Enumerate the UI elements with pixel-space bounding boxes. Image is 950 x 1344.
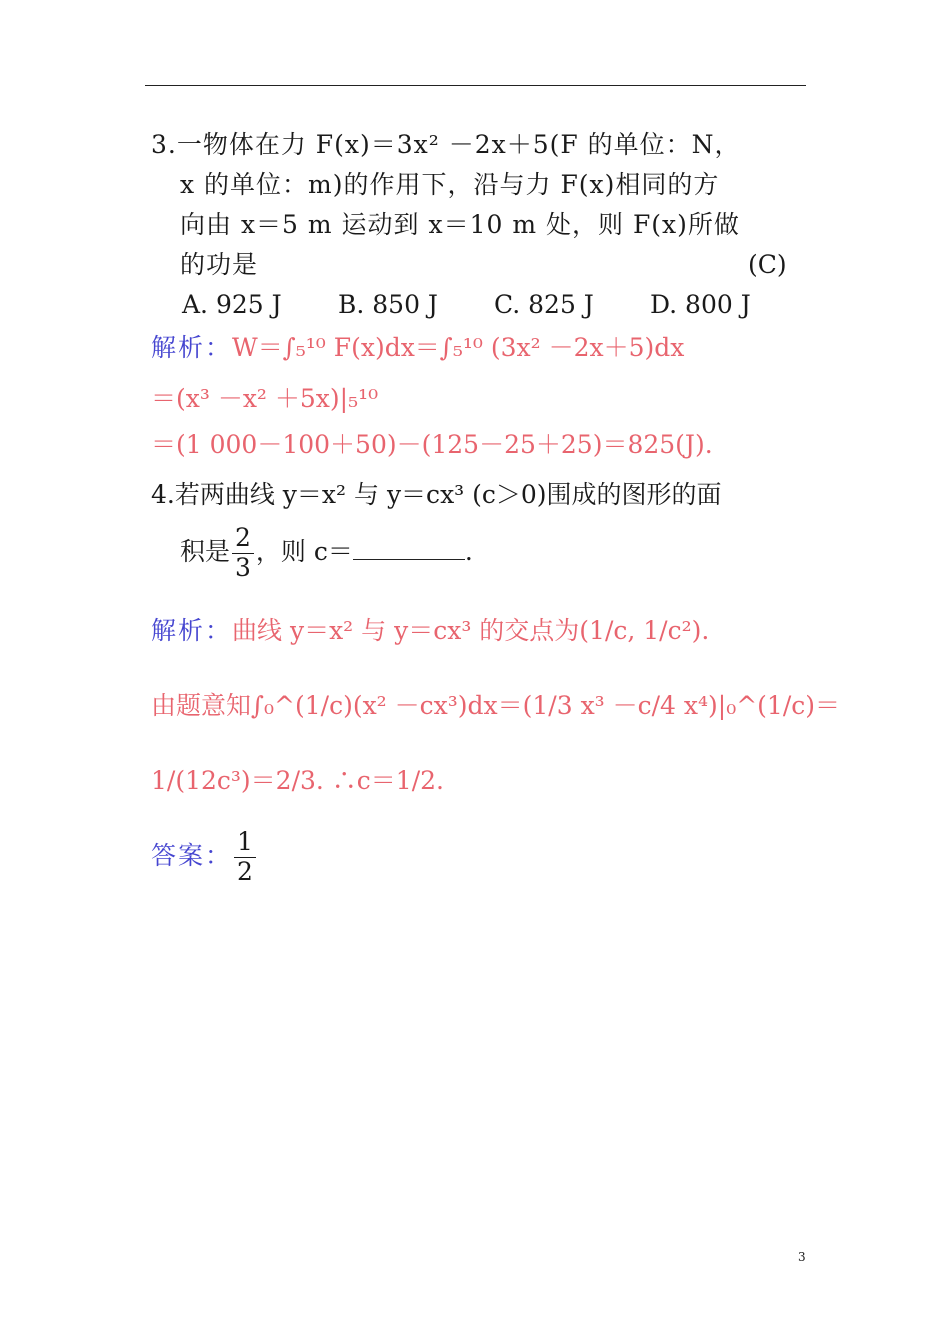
q4-fraction-num: 2 xyxy=(232,524,254,554)
answer-fraction xyxy=(234,828,256,887)
page-number: 3 xyxy=(798,1250,806,1264)
q3-option-c: C. 825 J xyxy=(494,290,594,319)
q3-solution-line-2: ＝(x³ －x² ＋5x)|₅¹⁰ xyxy=(151,384,379,413)
q3-option-d: D. 800 J xyxy=(650,290,751,319)
answer-fraction-num: 1 xyxy=(234,828,256,858)
q3-options xyxy=(182,292,806,317)
q3-solution-text-1: W＝∫₅¹⁰ F(x)dx＝∫₅¹⁰ (3x² －2x＋5)dx xyxy=(232,333,685,362)
q3-solution-line-3: ＝(1 000－100＋50)－(125－25＋25)＝825(J). xyxy=(151,430,713,459)
q4-solution-line-3: 1/(12c³)＝2/3. ∴c＝1/2. xyxy=(151,766,444,795)
q4-fraction-den: 3 xyxy=(235,552,251,582)
solution-label: 解析： xyxy=(151,616,233,645)
q3-option-b: B. 850 J xyxy=(338,290,438,319)
q4-answer-blank xyxy=(353,541,465,560)
q3-solution-line-1 xyxy=(151,335,684,360)
q4-solution-line-1 xyxy=(151,618,709,643)
q4-solution-text-1: 曲线 y＝x² 与 y＝cx³ 的交点为(1/c, 1/c²). xyxy=(232,616,710,645)
q3-line-2: x 的单位：m)的作用下，沿与力 F(x)相同的方 xyxy=(180,170,720,199)
q4-line-2-pre: 积是 xyxy=(180,536,231,566)
q4-solution-line-2: 由题意知∫₀^(1/c)(x² －cx³)dx＝(1/3 x³ －c/4 x⁴)|₀^(1/c)＝ xyxy=(151,691,841,720)
q3-line-3: 向由 x＝5 m 运动到 x＝10 m 处，则 F(x)所做 xyxy=(180,210,740,239)
q3-line-4: 的功是 xyxy=(180,250,259,279)
answer-line xyxy=(151,828,258,887)
q3-answer-key: (C) xyxy=(748,250,787,279)
q3-line-1: 3.一物体在力 F(x)＝3x² －2x＋5(F 的单位：N， xyxy=(151,130,741,159)
answer-label: 答案： xyxy=(151,840,233,870)
answer-fraction-den: 2 xyxy=(237,856,253,886)
q4-line-2 xyxy=(180,524,473,583)
q3-option-a: A. 925 J xyxy=(182,290,282,319)
q4-line-1: 4.若两曲线 y＝x² 与 y＝cx³ (c＞0)围成的图形的面 xyxy=(151,480,722,509)
q4-line-2-end: . xyxy=(464,536,473,566)
header-rule xyxy=(145,85,806,86)
q4-line-2-post: ，则 c＝ xyxy=(255,536,353,566)
q4-fraction xyxy=(232,524,254,583)
solution-label: 解析： xyxy=(151,333,233,362)
